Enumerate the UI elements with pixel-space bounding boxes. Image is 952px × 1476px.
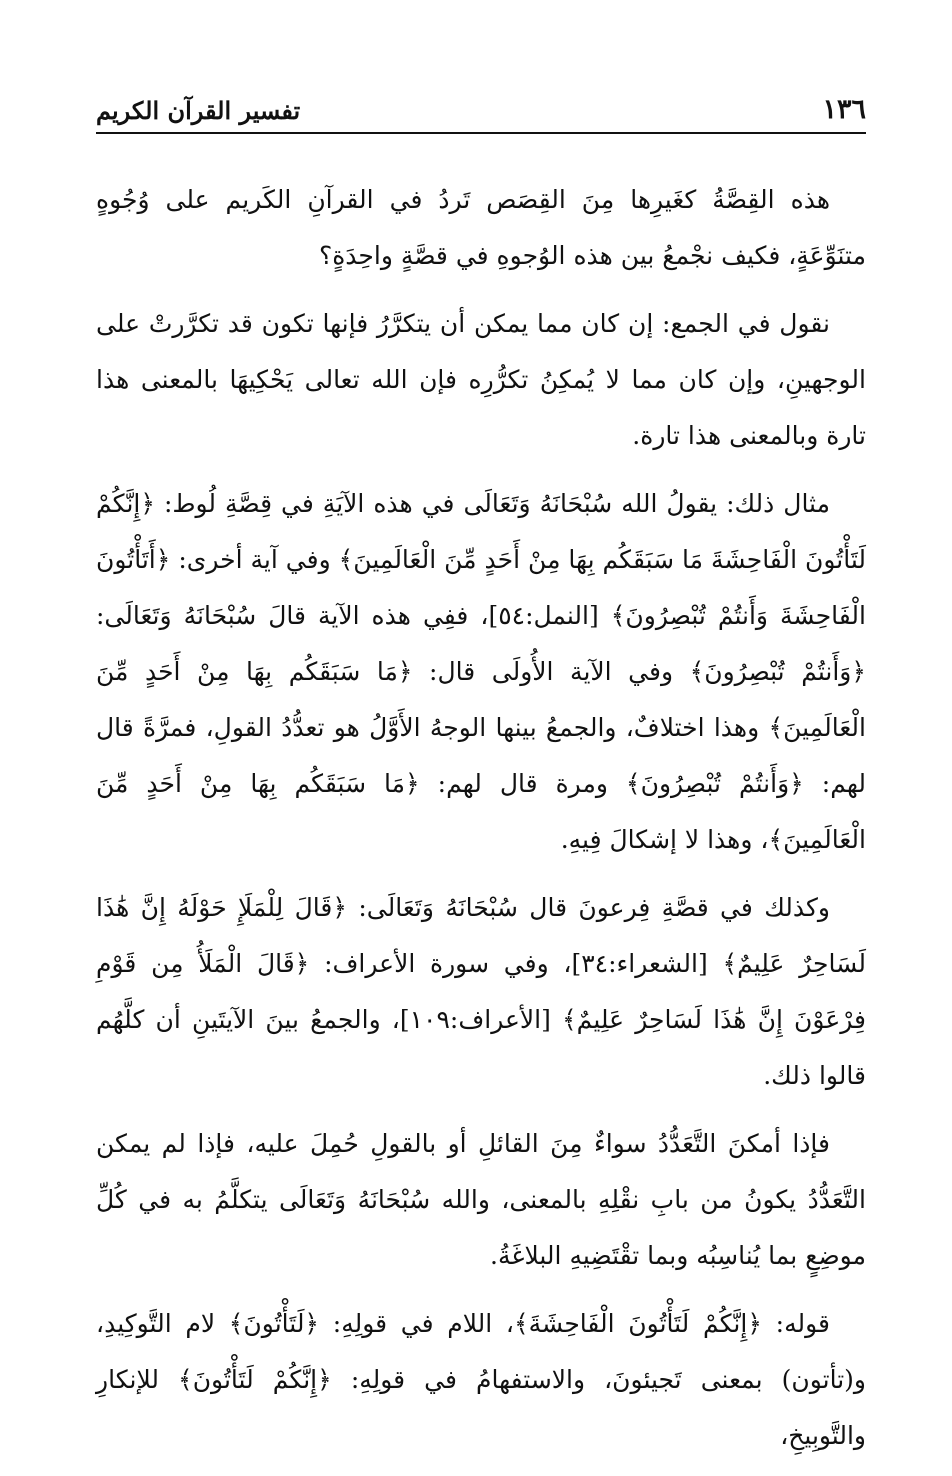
paragraph-2: نقول في الجمع: إن كان مما يمكن أن يتكرَّرُ فإنها تكون قد تكرَّرتْ على الوجهينِ، وإن كان مما لا يُمكِنُ تكرُّرِه فإن الله تعالى يَحْكِيهَا بالمعنى هذا تارة وبالمعنى هذا تارة.	[96, 309, 866, 450]
paragraph-3: مثال ذلك: يقولُ الله سُبْحَانَهُ وَتَعَالَى في هذه الآيَةِ في قِصَّةِ لُوط: ﴿إِنَّكُمْ لَتَأْتُونَ الْفَاحِشَةَ مَا سَبَقَكُم بِهَا مِنْ أَحَدٍ مِّنَ الْعَالَمِينَ﴾ وفي آية أخرى: ﴿أَتَأْتُونَ الْفَاحِشَةَ وَأَنتُمْ تُبْصِرُونَ﴾ [النمل:٥٤]، ففِي هذه الآية قالَ سُبْحَانَهُ وَتَعَالَى: ﴿وَأَنتُمْ تُبْصِرُونَ﴾ وفي الآية الأُولَى قال: ﴿مَا سَبَقَكُم بِهَا مِنْ أَحَدٍ مِّنَ الْعَالَمِينَ﴾ وهذا اختلافٌ، والجمعُ بينها الوجهُ الأَوَّلُ هو تعدُّدُ القولِ، فمرَّةً قال لهم: ﴿وَأَنتُمْ تُبْصِرُونَ﴾ ومرة قال لهم: ﴿مَا سَبَقَكُم بِهَا مِنْ أَحَدٍ مِّنَ الْعَالَمِينَ﴾، وهذا لا إشكالَ فِيهِ.	[96, 489, 866, 854]
paragraph-5: فإذا أمكنَ التَّعَدُّدُ سواءٌ مِنَ القائلِ أو بالقولِ حُمِلَ عليه، فإذا لم يمكن التَّعَدُّدُ يكونُ من بابِ نقْلِهِ بالمعنى، والله سُبْحَانَهُ وَتَعَالَى يتكلَّمُ به في كُلِّ موضِعٍ بما يُناسِبُه وبما تقْتَضِيهِ البلاغَةُ.	[96, 1129, 866, 1270]
paragraph-6: قوله: ﴿إِنَّكُمْ لَتَأْتُونَ الْفَاحِشَةَ﴾، اللام في قولِهِ: ﴿لَتَأْتُونَ﴾ لام التَّوكِيدِ، و(تأتون) بمعنى تَجيئونَ، والاستفهامُ في قولِهِ: ﴿إِنَّكُمْ لَتَأْتُونَ﴾ للإنكارِ والتَّوبِيخِ،	[96, 1309, 866, 1450]
page-body	[96, 172, 866, 1476]
book-title: تفسير القرآن الكريم	[96, 96, 301, 125]
paragraph-4: وكذلك في قصَّةِ فِرعونَ قال سُبْحَانَهُ وَتَعَالَى: ﴿قَالَ لِلْمَلَإِ حَوْلَهُ إِنَّ هَٰذَا لَسَاحِرٌ عَلِيمٌ﴾ [الشعراء:٣٤]، وفي سورة الأعراف: ﴿قَالَ الْمَلَأُ مِن قَوْمِ فِرْعَوْنَ إِنَّ هَٰذَا لَسَاحِرٌ عَلِيمٌ﴾ [الأعراف:١٠٩]، والجمعُ بينَ الآيتَينِ أن كلَّهُم قالوا ذلك.	[96, 893, 866, 1090]
paragraph-1: هذه القِصَّةُ كغَيرِها مِنَ القِصَص تَردُ في القرآنِ الكَريم على وُجُوهٍ متنَوِّعَةٍ، فكيف نجْمعُ بين هذه الوُجوهِ في قصَّةٍ واحِدَةٍ؟	[96, 185, 866, 270]
page-number: ١٣٦	[822, 94, 866, 125]
page-header	[96, 92, 866, 132]
header-divider	[96, 132, 866, 134]
